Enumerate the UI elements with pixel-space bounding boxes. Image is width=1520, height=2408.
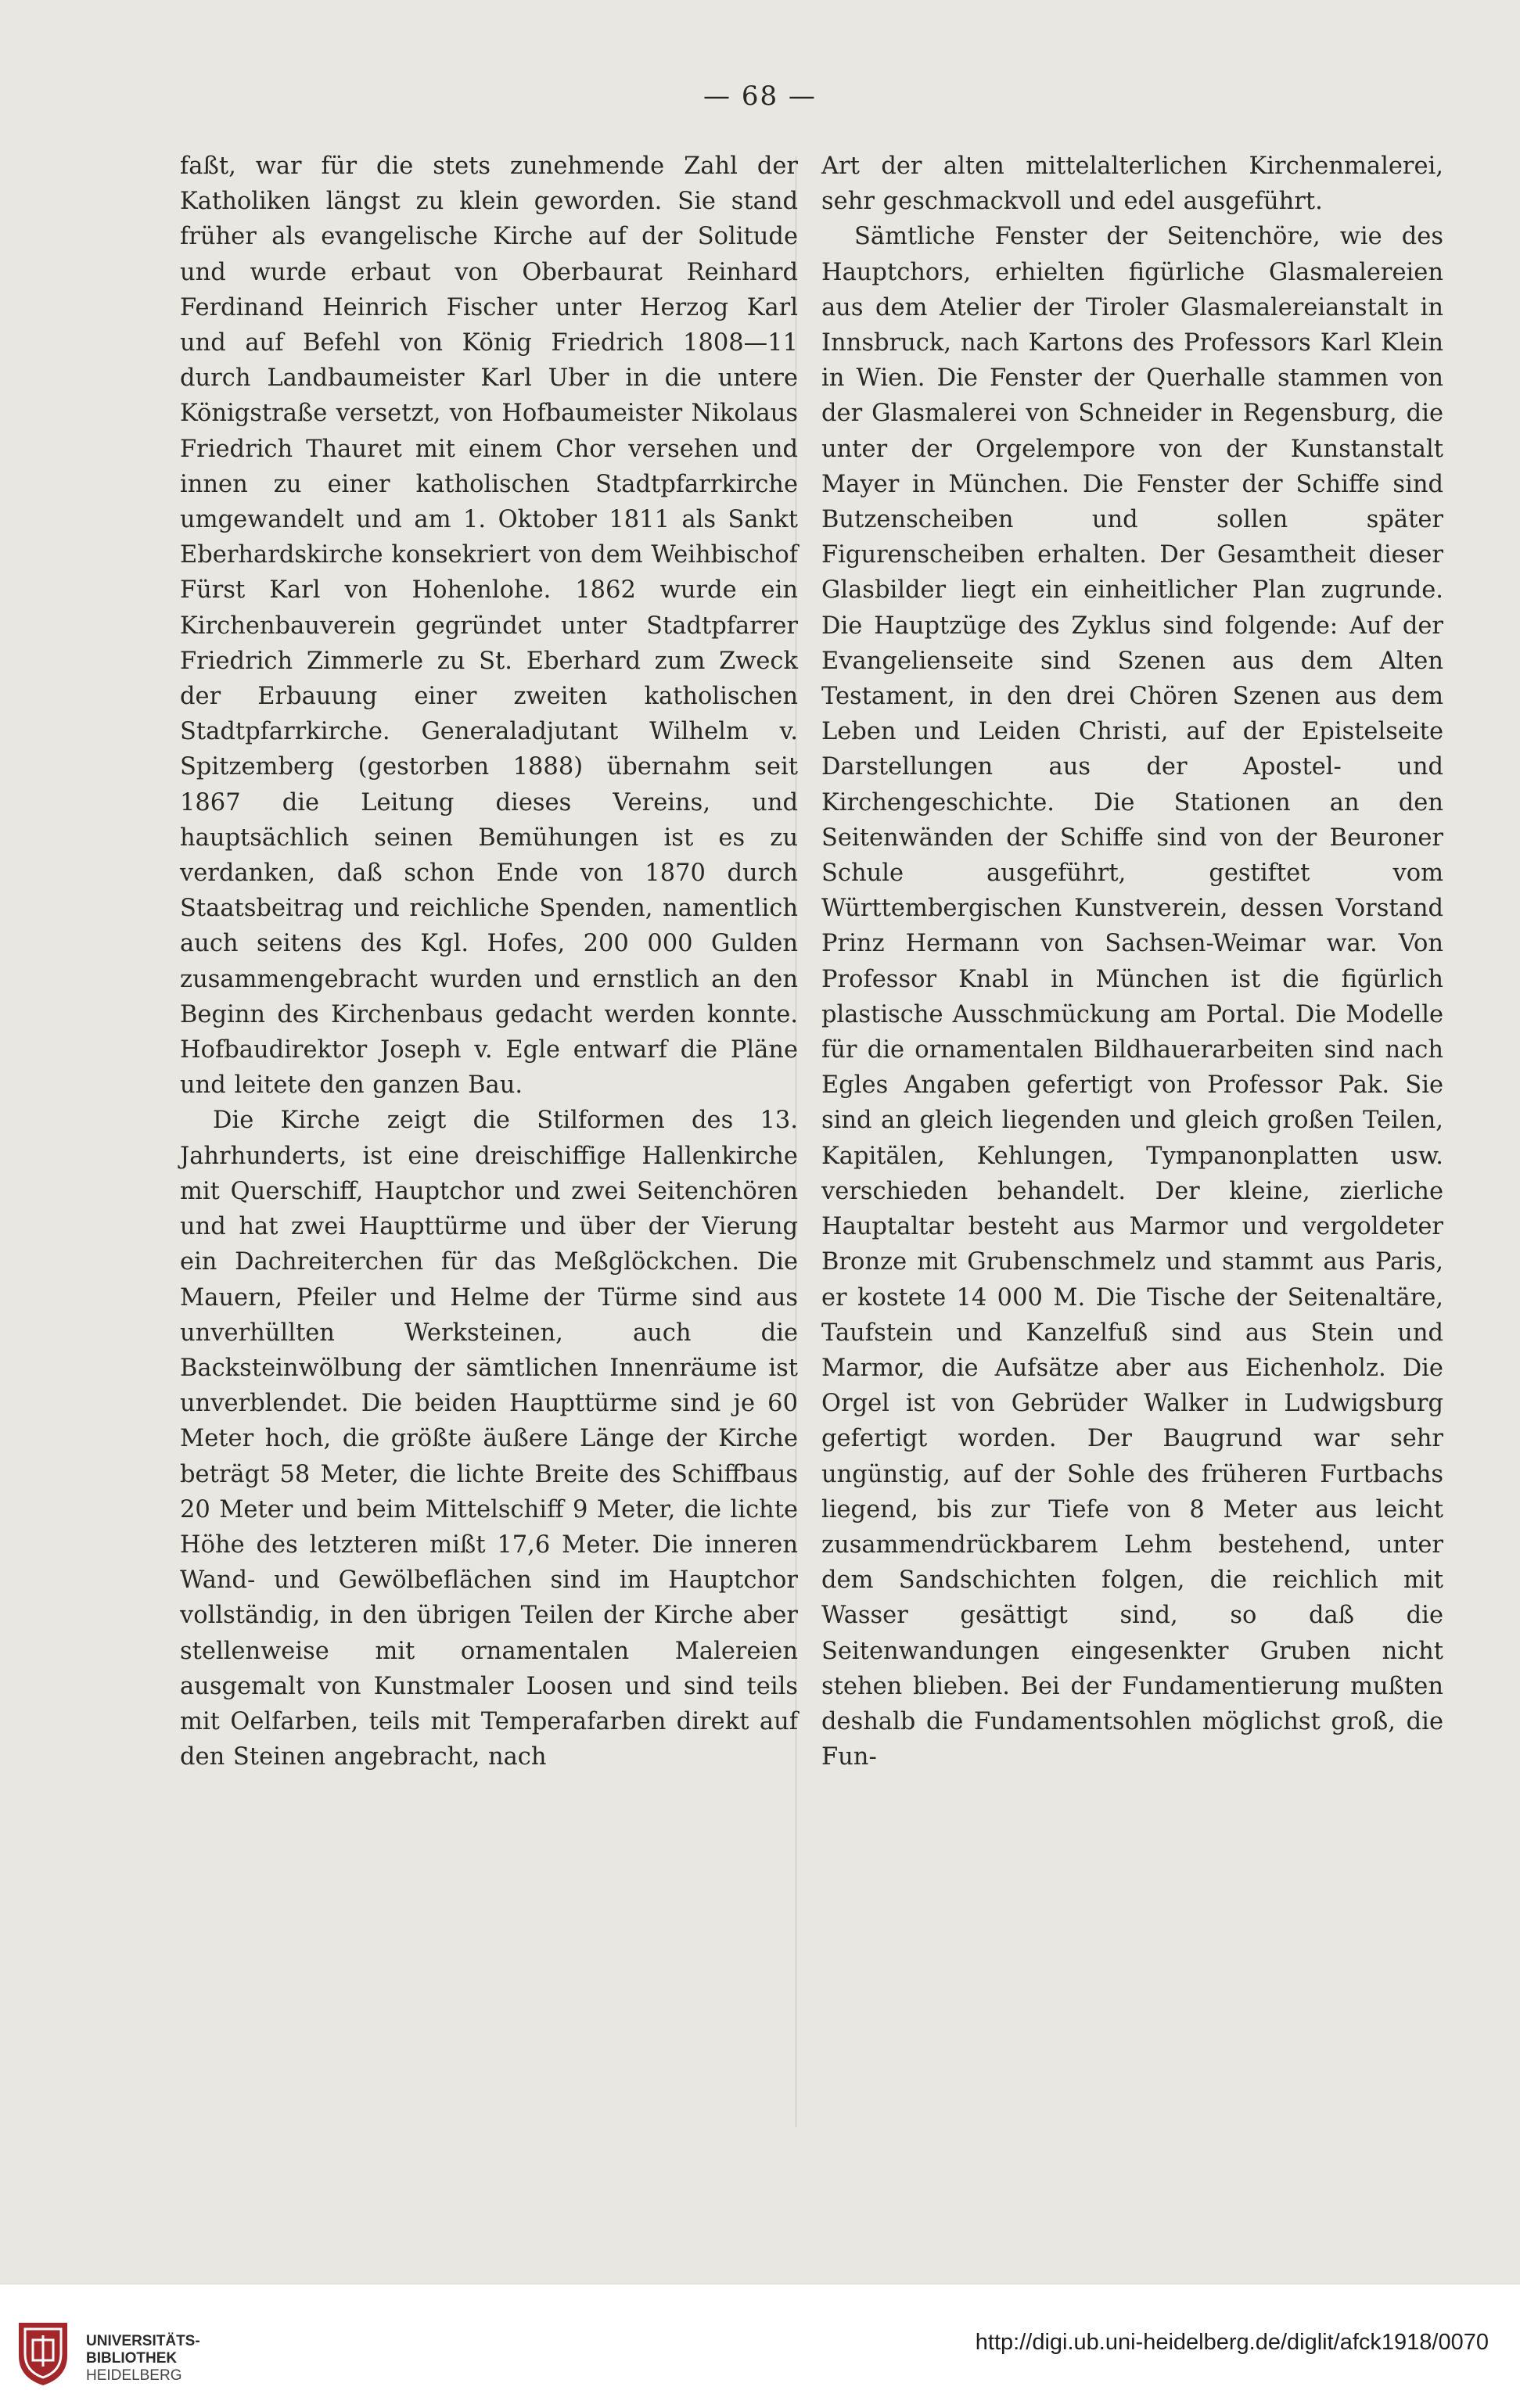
university-seal-icon bbox=[16, 2320, 70, 2387]
institution-line-2: BIBLIOTHEK bbox=[86, 2350, 178, 2367]
right-column bbox=[821, 149, 1443, 1775]
institution-name bbox=[86, 2333, 200, 2385]
footer-bar bbox=[0, 2284, 1520, 2408]
institution-line-3: HEIDELBERG bbox=[86, 2367, 182, 2384]
right-paragraph-1: Art der alten mittelalterlichen Kirchenmalerei, sehr geschmackvoll und edel ausgeführt. bbox=[821, 153, 1443, 216]
institution-line-1: UNIVERSITÄTS- bbox=[86, 2333, 200, 2349]
source-url-link[interactable]: http://digi.ub.uni-heidelberg.de/diglit/afck1918/0070 bbox=[975, 2330, 1489, 2355]
page-number: — 68 — bbox=[703, 81, 817, 112]
right-paragraph-2: Sämtliche Fenster der Seitenchöre, wie des Hauptchors, erhielten figürliche Glasmalereien aus dem Atelier der Tiroler Glasmalereianstalt in Innsbruck, nach Kartons des Professors Karl Klein in Wien. Die Fenster der Querhalle stammen von der Glasmalerei von Schneider in Regensburg, die unter der Orgelempore von der Kunstanstalt Mayer in München. Die Fenster der Schiffe sind Butzenscheiben und sollen später Figurenscheiben erhalten. Der Gesamtheit dieser Glasbilder liegt ein einheitlicher Plan zugrunde. Die Hauptzüge des Zyklus sind folgende: Auf der Evangelienseite sind Szenen aus dem Alten Testament, in den drei Chören Szenen aus dem Leben und Leiden Christi, auf der Epistelseite Darstellungen aus der Apostel- und Kirchengeschichte. Die Stationen an den Seitenwänden der Schiffe sind von der Beuroner Schule ausgeführt, gestiftet vom Württembergischen Kunstverein, dessen Vorstand Prinz Hermann von Sachsen-Weimar war. Von Professor Knabl in München ist die figürlich plastische Ausschmückung am Portal. Die Modelle für die ornamentalen Bildhauerarbeiten sind nach Egles Angaben gefertigt von Professor Pak. Sie sind an gleich liegenden und gleich großen Teilen, Kapitälen, Kehlungen, Tympanonplatten usw. verschieden behandelt. Der kleine, zierliche Hauptaltar besteht aus Marmor und vergoldeter Bronze mit Grubenschmelz und stammt aus Paris, er kostete 14 000 M. Die Tische der Seitenaltäre, Taufstein und Kanzelfuß sind aus Stein und Marmor, die Aufsätze aber aus Eichenholz. Die Orgel ist von Gebrüder Walker in Ludwigsburg gefertigt worden. Der Baugrund war sehr ungünstig, auf der Sohle des früheren Furtbachs liegend, bis zur Tiefe von 8 Meter aus leicht zusammendrückbarem Lehm bestehend, unter dem Sandschichten folgen, die reichlich mit Wasser gesättigt sind, so daß die Seitenwandungen eingesenkter Gruben nicht stehen blieben. Bei der Fundamentierung mußten deshalb die Fundamentsohlen möglichst groß, die Fun- bbox=[821, 223, 1443, 1771]
left-paragraph-1: faßt, war für die stets zunehmende Zahl der Katholiken längst zu klein geworden. Sie stand früher als evangelische Kirche auf der Solitude und wurde erbaut von Oberbaurat Reinhard Ferdinand Heinrich Fischer unter Herzog Karl und auf Befehl von König Friedrich 1808—11 durch Landbaumeister Karl Uber in die untere Königstraße versetzt, von Hofbaumeister Nikolaus Friedrich Thauret mit einem Chor versehen und innen zu einer katholischen Stadtpfarrkirche umgewandelt und am 1. Oktober 1811 als Sankt Eberhardskirche konsekriert von dem Weihbischof Fürst Karl von Hohenlohe. 1862 wurde ein Kirchenbauverein gegründet unter Stadtpfarrer Friedrich Zimmerle zu St. Eberhard zum Zweck der Erbauung einer zweiten katholischen Stadtpfarrkirche. Generaladjutant Wilhelm v. Spitzemberg (gestorben 1888) übernahm seit 1867 die Leitung dieses Vereins, und hauptsächlich seinen Bemühungen ist es zu verdanken, daß schon Ende von 1870 durch Staatsbeitrag und reichliche Spenden, namentlich auch seitens des Kgl. Hofes, 200 000 Gulden zusammengebracht wurden und ernstlich an den Beginn des Kirchenbaus gedacht werden konnte. Hofbaudirektor Joseph v. Egle entwarf die Pläne und leitete den ganzen Bau. bbox=[180, 153, 798, 1100]
left-paragraph-2: Die Kirche zeigt die Stilformen des 13. Jahrhunderts, ist eine dreischiffige Hallenkirche mit Querschiff, Hauptchor und zwei Seitenchören und hat zwei Haupttürme und über der Vierung ein Dachreiterchen für das Meßglöckchen. Die Mauern, Pfeiler und Helme der Türme sind aus unverhüllten Werksteinen, auch die Backsteinwölbung der sämtlichen Innenräume ist unverblendet. Die beiden Haupttürme sind je 60 Meter hoch, die größte äußere Länge der Kirche beträgt 58 Meter, die lichte Breite des Schiffbaus 20 Meter und beim Mittelschiff 9 Meter, die lichte Höhe des letzteren mißt 17,6 Meter. Die inneren Wand- und Gewölbeflächen sind im Hauptchor vollständig, in den übrigen Teilen der Kirche aber stellenweise mit ornamentalen Malereien ausgemalt von Kunstmaler Loosen und sind teils mit Oelfarben, teils mit Temperafarben direkt auf den Steinen angebracht, nach bbox=[180, 1107, 798, 1771]
left-column bbox=[180, 149, 798, 1775]
